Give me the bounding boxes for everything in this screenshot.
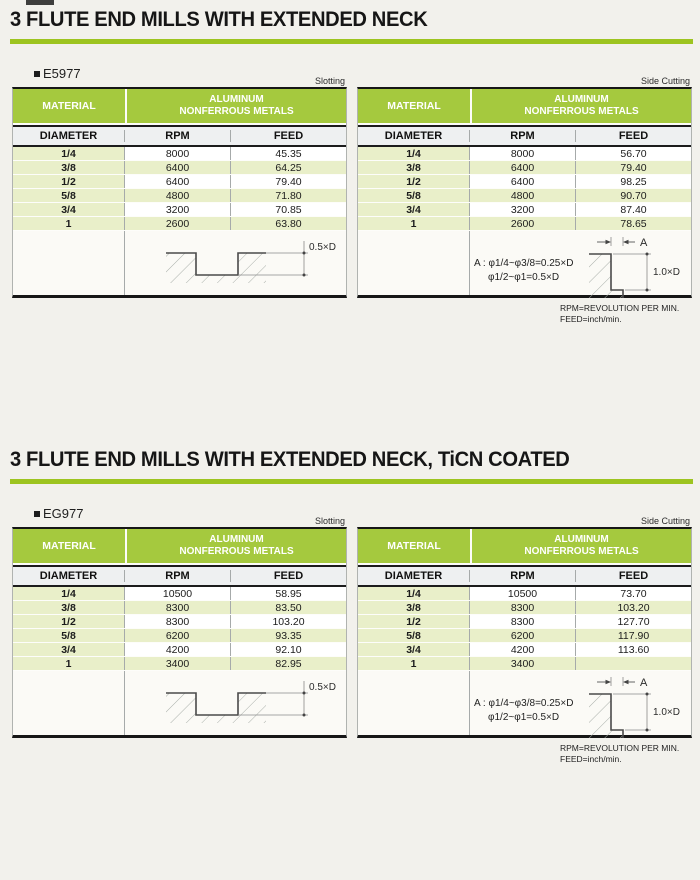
table-row <box>13 657 346 671</box>
cell-rpm: 10500 <box>125 587 231 600</box>
cell-feed: 78.65 <box>576 217 691 230</box>
table-row <box>13 161 346 175</box>
cell-diameter: 3/8 <box>13 161 125 174</box>
cell-feed: 45.35 <box>231 147 346 160</box>
cell-diameter: 1/2 <box>13 615 125 628</box>
cell-rpm: 10500 <box>470 587 576 600</box>
table-row <box>13 601 346 615</box>
table-row <box>358 615 691 629</box>
footnote-rpm: RPM=REVOLUTION PER MIN. <box>560 743 680 753</box>
table-group-header <box>13 529 346 565</box>
cell-rpm: 4800 <box>470 189 576 202</box>
cell-diameter: 1 <box>13 217 125 230</box>
corner-label-slotting: Slotting <box>314 516 345 526</box>
cell-diameter: 3/4 <box>358 203 470 216</box>
cell-feed: 56.70 <box>576 147 691 160</box>
side-cutting-table <box>357 76 692 298</box>
cell-feed: 117.90 <box>576 629 691 642</box>
column-header-row <box>13 565 346 587</box>
table-group-header <box>358 529 691 565</box>
table-row <box>358 147 691 161</box>
cell-rpm: 8000 <box>470 147 576 160</box>
cut-width-dim-label: A <box>640 677 648 689</box>
side-cut-profile-diagram <box>577 232 689 298</box>
product-code-label: EG977 <box>43 506 84 521</box>
page-title: 3 FLUTE END MILLS WITH EXTENDED NECK, TiCN COATED <box>10 448 570 471</box>
table-group-header <box>13 89 346 125</box>
table-row <box>13 587 346 601</box>
col-header-rpm: RPM <box>125 130 231 142</box>
cell-diameter: 3/8 <box>13 601 125 614</box>
col-header-rpm: RPM <box>470 130 576 142</box>
product-code-label: E5977 <box>43 66 81 81</box>
col-header-feed: FEED <box>618 130 649 142</box>
material-header-cell: MATERIAL <box>358 529 470 563</box>
table-box <box>12 527 347 738</box>
cell-rpm: 3200 <box>125 203 231 216</box>
table-row <box>358 601 691 615</box>
side-cut-diagram-area <box>358 231 691 295</box>
corner-label-side-cutting: Side Cutting <box>640 516 690 526</box>
cell-rpm: 2600 <box>470 217 576 230</box>
side-cutting-table <box>357 516 692 738</box>
cell-feed: 79.40 <box>231 175 346 188</box>
table-row <box>358 643 691 657</box>
cell-feed: 103.20 <box>576 601 691 614</box>
slot-diagram-area <box>13 231 346 295</box>
col-header-rpm: RPM <box>125 570 231 582</box>
material-header-cell: MATERIAL <box>13 529 125 563</box>
cut-depth-dim-label: 1.0×D <box>653 707 680 718</box>
table-row <box>13 217 346 231</box>
table-row <box>13 629 346 643</box>
col-header-diameter: DIAMETER <box>13 130 125 142</box>
corner-label-side-cutting: Side Cutting <box>640 76 690 86</box>
col-header-diameter: DIAMETER <box>13 570 125 582</box>
group-line2: NONFERROUS METALS <box>179 106 294 117</box>
material-group-cell <box>472 529 691 563</box>
cell-rpm: 8300 <box>470 601 576 614</box>
table-row <box>13 203 346 217</box>
column-header-row <box>13 125 346 147</box>
cell-diameter: 5/8 <box>13 629 125 642</box>
note-line: A : φ1/4~φ3/8=0.25×D <box>474 698 574 709</box>
cell-feed: 98.25 <box>576 175 691 188</box>
cell-diameter: 1 <box>13 657 125 670</box>
cell-rpm: 6400 <box>470 161 576 174</box>
cell-rpm: 4800 <box>125 189 231 202</box>
footnote <box>560 303 679 326</box>
side-cut-profile-diagram <box>577 672 689 738</box>
cell-rpm: 8300 <box>470 615 576 628</box>
table-row <box>13 189 346 203</box>
table-box <box>357 87 692 298</box>
table-row <box>358 587 691 601</box>
cell-rpm: 4200 <box>470 643 576 656</box>
cell-feed: 58.95 <box>231 587 346 600</box>
cell-feed: 103.20 <box>231 615 346 628</box>
column-header-row <box>358 125 691 147</box>
cell-feed: 73.70 <box>576 587 691 600</box>
cell-feed: 64.25 <box>231 161 346 174</box>
cell-feed: 90.70 <box>576 189 691 202</box>
table-group-header <box>358 89 691 125</box>
group-line2: NONFERROUS METALS <box>524 106 639 117</box>
cell-diameter: 5/8 <box>358 629 470 642</box>
cell-diameter: 1/4 <box>358 587 470 600</box>
col-header-feed: FEED <box>273 570 304 582</box>
group-line2: NONFERROUS METALS <box>179 546 294 557</box>
table-row <box>358 657 691 671</box>
cell-diameter: 5/8 <box>358 189 470 202</box>
material-group-cell <box>127 89 346 123</box>
material-group-cell <box>127 529 346 563</box>
table-box <box>12 87 347 298</box>
group-line1: ALUMINUM <box>209 94 264 105</box>
cell-diameter: 3/8 <box>358 161 470 174</box>
table-row <box>13 643 346 657</box>
cell-feed: 82.95 <box>231 657 346 670</box>
table-row <box>13 615 346 629</box>
side-cut-note <box>474 257 573 284</box>
cell-rpm: 3400 <box>470 657 576 670</box>
footnote <box>560 743 679 766</box>
cell-feed <box>576 657 691 670</box>
cell-diameter: 5/8 <box>13 189 125 202</box>
cell-rpm: 8000 <box>125 147 231 160</box>
cell-diameter: 1/4 <box>13 587 125 600</box>
table-row <box>13 147 346 161</box>
table-row <box>13 175 346 189</box>
cell-diameter: 1/2 <box>358 615 470 628</box>
note-line: φ1/2~φ1=0.5×D <box>488 711 560 723</box>
table-row <box>358 189 691 203</box>
cut-width-dim-label: A <box>640 237 648 249</box>
cell-feed: 70.85 <box>231 203 346 216</box>
slot-profile-diagram <box>158 233 338 293</box>
col-header-feed: FEED <box>618 570 649 582</box>
cell-rpm: 3400 <box>125 657 231 670</box>
corner-label-slotting: Slotting <box>314 76 345 86</box>
cell-diameter: 1/2 <box>13 175 125 188</box>
cell-diameter: 3/4 <box>13 203 125 216</box>
footnote-rpm: RPM=REVOLUTION PER MIN. <box>560 303 680 313</box>
table-box <box>357 527 692 738</box>
cell-rpm: 6200 <box>125 629 231 642</box>
slotting-table <box>12 516 347 738</box>
cell-rpm: 2600 <box>125 217 231 230</box>
page-title: 3 FLUTE END MILLS WITH EXTENDED NECK <box>10 8 428 31</box>
side-cut-note <box>474 697 573 724</box>
cell-rpm: 6200 <box>470 629 576 642</box>
title-underline <box>10 479 693 484</box>
cell-rpm: 8300 <box>125 601 231 614</box>
slot-profile-diagram <box>158 673 338 733</box>
table-row <box>358 161 691 175</box>
col-header-diameter: DIAMETER <box>358 130 470 142</box>
cell-feed: 79.40 <box>576 161 691 174</box>
cell-feed: 92.10 <box>231 643 346 656</box>
cell-diameter: 1/4 <box>13 147 125 160</box>
slotting-table <box>12 76 347 298</box>
group-line2: NONFERROUS METALS <box>524 546 639 557</box>
cell-diameter: 1 <box>358 657 470 670</box>
cell-feed: 63.80 <box>231 217 346 230</box>
cell-feed: 83.50 <box>231 601 346 614</box>
cell-rpm: 6400 <box>125 175 231 188</box>
group-line1: ALUMINUM <box>554 534 609 545</box>
cell-feed: 71.80 <box>231 189 346 202</box>
cell-feed: 113.60 <box>576 643 691 656</box>
cut-depth-dim-label: 1.0×D <box>653 267 680 278</box>
cell-diameter: 3/4 <box>13 643 125 656</box>
table-row <box>358 203 691 217</box>
group-line1: ALUMINUM <box>209 534 264 545</box>
cell-diameter: 3/4 <box>358 643 470 656</box>
side-cut-diagram-area <box>358 671 691 735</box>
cell-rpm: 6400 <box>125 161 231 174</box>
table-row <box>358 629 691 643</box>
slot-depth-dim-label: 0.5×D <box>309 242 336 253</box>
title-underline <box>10 39 693 44</box>
cell-rpm: 3200 <box>470 203 576 216</box>
slot-depth-dim-label: 0.5×D <box>309 682 336 693</box>
cell-diameter: 3/8 <box>358 601 470 614</box>
cell-rpm: 6400 <box>470 175 576 188</box>
material-header-cell: MATERIAL <box>358 89 470 123</box>
col-header-diameter: DIAMETER <box>358 570 470 582</box>
slot-diagram-area <box>13 671 346 735</box>
cell-feed: 87.40 <box>576 203 691 216</box>
table-row <box>358 217 691 231</box>
table-row <box>358 175 691 189</box>
material-header-cell: MATERIAL <box>13 89 125 123</box>
group-line1: ALUMINUM <box>554 94 609 105</box>
material-group-cell <box>472 89 691 123</box>
column-header-row <box>358 565 691 587</box>
section-eg977 <box>0 440 700 880</box>
footnote-feed: FEED=inch/min. <box>560 314 622 325</box>
cell-feed: 127.70 <box>576 615 691 628</box>
cell-rpm: 4200 <box>125 643 231 656</box>
footnote-feed: FEED=inch/min. <box>560 754 622 765</box>
cell-diameter: 1/2 <box>358 175 470 188</box>
cell-diameter: 1/4 <box>358 147 470 160</box>
cell-diameter: 1 <box>358 217 470 230</box>
note-line: φ1/2~φ1=0.5×D <box>488 271 560 283</box>
col-header-feed: FEED <box>273 130 304 142</box>
cell-feed: 93.35 <box>231 629 346 642</box>
col-header-rpm: RPM <box>470 570 576 582</box>
note-line: A : φ1/4~φ3/8=0.25×D <box>474 258 574 269</box>
cell-rpm: 8300 <box>125 615 231 628</box>
